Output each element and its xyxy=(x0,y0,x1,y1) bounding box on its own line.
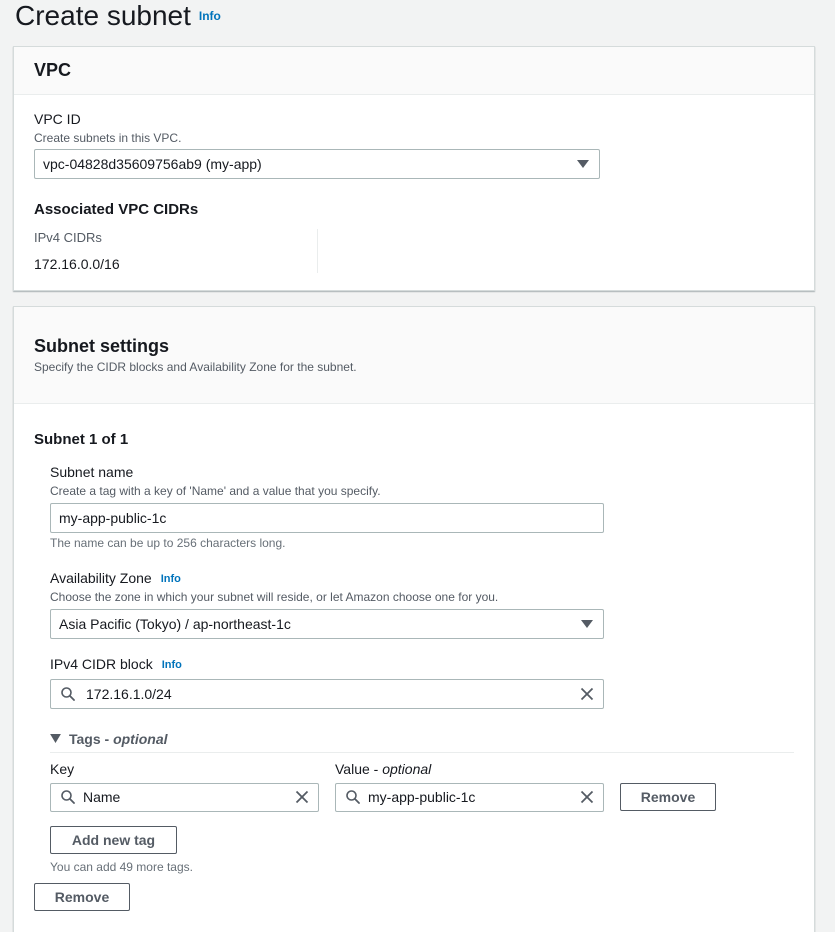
vpc-panel-title: VPC xyxy=(34,60,72,80)
page-title-text: Create subnet xyxy=(15,0,191,31)
subnet-heading: Subnet 1 of 1 xyxy=(34,431,129,448)
cidr-block-input[interactable] xyxy=(50,679,604,709)
tags-expander[interactable] xyxy=(50,731,168,747)
tag-value-label-optional: optional xyxy=(382,761,432,777)
tag-value-input[interactable] xyxy=(335,783,604,812)
availability-zone-select[interactable] xyxy=(50,609,604,639)
cidr-block-label-text: IPv4 CIDR block xyxy=(50,656,153,672)
subnet-settings-title: Subnet settings xyxy=(34,336,170,356)
cidr-block-value: 172.16.1.0/24 xyxy=(86,686,172,702)
availability-zone-value: Asia Pacific (Tokyo) / ap-northeast-1c xyxy=(59,616,291,632)
caret-down-icon xyxy=(581,620,593,628)
add-new-tag-button[interactable]: Add new tag xyxy=(50,826,177,854)
associated-cidrs-title: Associated VPC CIDRs xyxy=(34,201,199,218)
tags-title-optional: optional xyxy=(113,731,168,747)
availability-zone-label-text: Availability Zone xyxy=(50,570,152,586)
vpc-panel-header xyxy=(14,47,814,95)
tag-key-input[interactable] xyxy=(50,783,319,812)
tag-key-label: Key xyxy=(50,761,75,777)
tags-title-main: Tags - xyxy=(69,731,114,747)
subnet-settings-panel xyxy=(13,306,815,932)
clear-icon[interactable] xyxy=(580,687,594,701)
cidr-column-divider xyxy=(317,229,318,273)
subnet-name-input[interactable] xyxy=(50,503,604,533)
cidr-block-info-link[interactable]: Info xyxy=(161,659,182,672)
vpc-panel xyxy=(13,46,815,291)
subnet-name-hint: The name can be up to 256 characters long. xyxy=(50,536,286,550)
subnet-name-value: my-app-public-1c xyxy=(59,510,167,526)
ipv4-cidrs-label: IPv4 CIDRs xyxy=(34,230,102,245)
vpc-id-label: VPC ID xyxy=(34,111,81,127)
tags-divider xyxy=(50,752,794,753)
clear-icon[interactable] xyxy=(295,790,309,804)
search-icon xyxy=(61,687,75,701)
subnet-settings-description: Specify the CIDR blocks and Availability Zone for the subnet. xyxy=(34,360,357,374)
clear-icon[interactable] xyxy=(580,790,594,804)
tag-key-value: Name xyxy=(83,789,121,805)
tags-remaining-hint: You can add 49 more tags. xyxy=(50,860,193,874)
remove-subnet-button[interactable]: Remove xyxy=(34,883,130,911)
subnet-settings-header xyxy=(14,307,814,404)
triangle-down-icon xyxy=(50,734,61,743)
page-title xyxy=(15,0,221,32)
vpc-id-value: vpc-04828d35609756ab9 (my-app) xyxy=(43,156,262,172)
search-icon xyxy=(346,790,360,804)
cidr-block-label xyxy=(50,656,182,672)
vpc-id-description: Create subnets in this VPC. xyxy=(34,131,182,145)
page-info-link[interactable]: Info xyxy=(198,8,221,23)
remove-tag-button[interactable]: Remove xyxy=(620,783,716,811)
availability-zone-info-link[interactable]: Info xyxy=(160,573,181,586)
tag-value-label-main: Value - xyxy=(335,761,383,777)
vpc-id-select[interactable] xyxy=(34,149,600,179)
caret-down-icon xyxy=(577,160,589,168)
tag-value-value: my-app-public-1c xyxy=(368,789,476,805)
availability-zone-description: Choose the zone in which your subnet will reside, or let Amazon choose one for you. xyxy=(50,590,499,604)
search-icon xyxy=(61,790,75,804)
availability-zone-label xyxy=(50,570,181,586)
subnet-name-label: Subnet name xyxy=(50,464,134,480)
tag-value-label xyxy=(335,761,431,777)
subnet-name-description: Create a tag with a key of 'Name' and a value that you specify. xyxy=(50,484,381,498)
ipv4-cidrs-value: 172.16.0.0/16 xyxy=(34,256,120,272)
